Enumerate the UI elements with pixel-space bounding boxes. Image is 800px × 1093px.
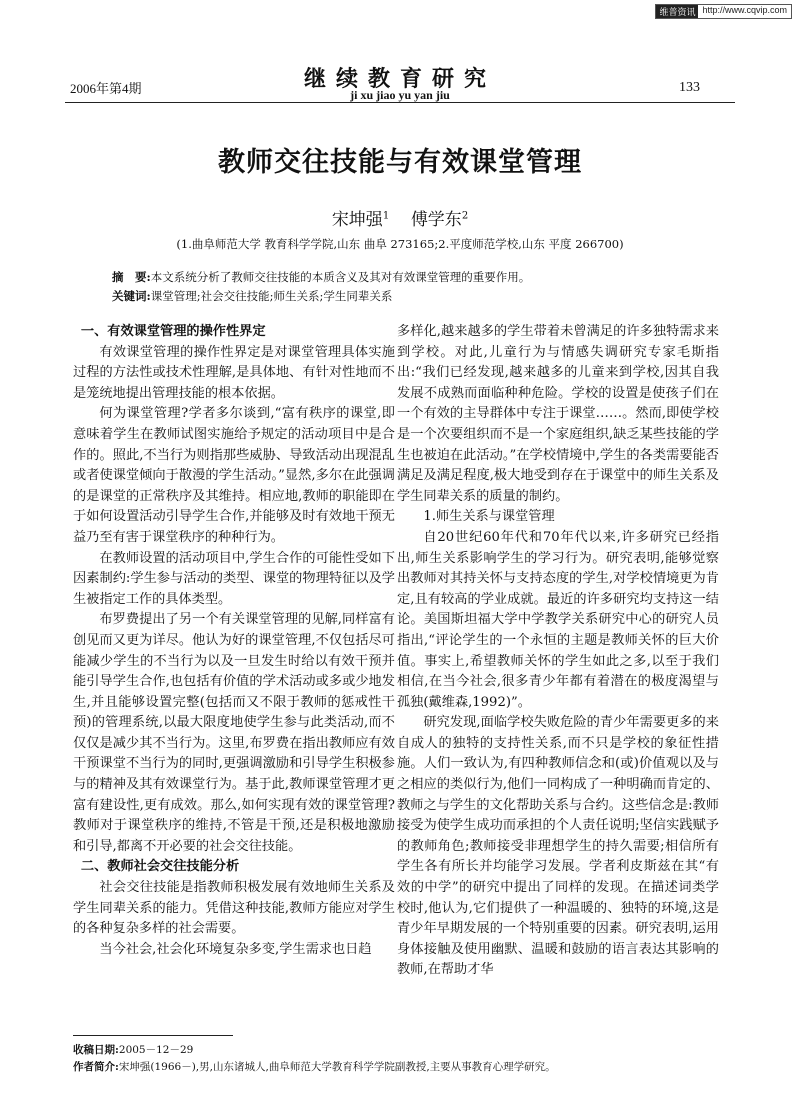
header-rule [65, 102, 735, 103]
paragraph: 有效课堂管理的操作性界定是对课堂管理具体实施过程的方法性或技术性理解,是具体地、有针对性地而不是笼统地提出管理技能的根本依据。 [73, 344, 395, 401]
left-column [73, 322, 395, 960]
authors-line [0, 205, 800, 230]
received-label: 收稿日期: [73, 1044, 119, 1056]
watermark-url[interactable]: http://www.cqvip.com [702, 5, 787, 15]
paragraph: 研究发现,面临学校失败危险的青少年需要更多的来自成人的独特的支持性关系,而不只是学校的象征性措施。人们一致认为,有四种教师信念和(或)价值观以及与之相应的类似行为,他们一同构成了一种明确而肯定的、教师之与学生的文化帮助关系与合约。这些信念是:教师接受为使学生成功而承担的个人责任说明;坚信实践赋予的教师角色;教师接受非理想学生的持久需要;相信所有学生各有所长并均能学习发展。学者利皮斯兹在其“有效的中学”的研究中提出了同样的发现。在描述词类学校时,他认为,它们提供了一种温暖的、独特的环境,这是青少年早期发展的一个特别重要的因素。研究表明,运用身体接触及使用幽默、温暖和鼓励的语言表达其影响的教师,在帮助才华 [397, 715, 719, 978]
footnotes [73, 1042, 556, 1076]
author-2: 傅学东 [410, 210, 462, 230]
author-1-sup: 1 [382, 210, 390, 222]
watermark-label: 维普资讯 [656, 5, 698, 18]
page-header [0, 0, 800, 110]
bio-line [73, 1059, 556, 1076]
author-1: 宋坤强 [331, 210, 383, 230]
paragraph: 自20世纪60年代和70年代以来,许多研究已经指出,师生关系影响学生的学习行为。研究表明,能够觉察出教师对其持关怀与支持态度的学生,对学校情境更为肯定,且有较高的学业成就。最近的许多研究均支持这一结论。美国斯坦福大学中学教学关系研究中心的研究人员指出,“评论学生的一个永恒的主题是教师关怀的巨大价值。事实上,希望教师关怀的学生如此之多,以至于我们相信,在当今社会,很多青少年都有着潜在的极度渴望与孤独(戴维森,1992)”。 [397, 529, 719, 710]
affiliation: (1.曲阜师范大学 教育科学学院,山东 曲阜 273165;2.平度师范学校,山东 平度 266700) [176, 237, 624, 251]
keywords-text: 课堂管理;社会交往技能;师生关系;学生同辈关系 [150, 289, 393, 303]
paragraph: 多样化,越来越多的学生带着未曾满足的许多独特需求来到学校。对此,儿童行为与情感失调研究专家毛斯指出:“我们已经发现,越来越多的儿童来到学校,因其自我发展不成熟而面临种种危险。学校的设置是使孩子们在一个有效的主导群体中专注于课堂……。然而,即使学校是一个次要组织而不是一个家庭组织,缺乏某些技能的学生也被迫在此活动。”在学校情境中,学生的各类需要能否满足及满足程度,极大地受到存在于课堂中的师生关系及学生同辈关系的质量的制约。 [397, 324, 719, 504]
paragraph: 何为课堂管理?学者多尔谈到,“富有秩序的课堂,即意味着学生在教师试图实施给予规定的活动项目中是合作的。照此,不当行为则指那些威胁、导致活动出现混乱或者使课堂倾向于散漫的学生活动。”显然,多尔在此强调的是课堂的正常秩序及其维持。相应地,教师的职能即在于如何设置活动引导学生合作,并能够及时有效地干预无益乃至有害于课堂秩序的种种行为。 [73, 406, 395, 545]
paragraph: 当今社会,社会化环境复杂多变,学生需求也日趋 [99, 941, 372, 957]
footnote-rule [73, 1035, 233, 1036]
journal-title: 继续教育研究 [303, 66, 496, 92]
page-number: 133 [679, 80, 700, 95]
bio-label: 作者简介: [73, 1061, 119, 1073]
journal-pinyin: ji xu jiao yu yan jiu [350, 88, 450, 102]
received-date: 2005－12－29 [118, 1044, 194, 1056]
received-line [73, 1042, 556, 1059]
subsection-heading-1: 1.师生关系与课堂管理 [423, 509, 555, 525]
section-heading-1: 一、有效课堂管理的操作性界定 [80, 324, 266, 339]
abstract-label: 摘 要: [112, 270, 151, 284]
abstract-block [112, 268, 712, 306]
paragraph: 在教师设置的活动项目中,学生合作的可能性受如下因素制约:学生参与活动的类型、课堂的物理特征以及学生被指定工作的具体类型。 [73, 550, 395, 607]
bio-text: 宋坤强(1966－),男,山东诸城人,曲阜师范大学教育科学学院副教授,主要从事教育心理学研究。 [118, 1061, 556, 1073]
paragraph: 社会交往技能是指教师积极发展有效地师生关系及学生同辈关系的能力。凭借这种技能,教师方能应对学生的各种复杂多样的社会需要。 [73, 880, 395, 937]
section-heading-2: 二、教师社会交往技能分析 [80, 859, 240, 875]
right-column [397, 322, 719, 981]
article-title: 教师交往技能与有效课堂管理 [218, 147, 582, 178]
author-2-sup: 2 [461, 210, 469, 222]
paragraph: 布罗费提出了另一个有关课堂管理的见解,同样富有创见而又更为详尽。他认为好的课堂管理,不仅包括尽可能减少学生的不当行为以及一旦发生时给以有效干预并能引导学生合作,也包括有价值的学术活动或多或少地发生,并且能够设置完整(包括而又不限于教师的惩戒性干预)的管理系统,以最大限度地使学生参与此类活动,而不仅仅是减少其不当行为。这里,布罗费在指出教师应有效干预课堂不当行为的同时,更强调激励和引导学生积极参与的精神及其有效课堂行为。基于此,教师课堂管理才更富有建设性,更有成效。那么,如何实现有效的课堂管理?教师对于课堂秩序的维持,不管是干预,还是积极地激励和引导,都离不开必要的社会交往技能。 [73, 612, 395, 854]
keywords-label: 关键词: [112, 289, 151, 303]
keywords-line [112, 287, 712, 306]
issue-label: 2006年第4期 [70, 81, 142, 96]
abstract-text: 本文系统分析了教师交往技能的本质含义及其对有效课堂管理的重要作用。 [150, 270, 531, 284]
abstract-line [112, 268, 712, 287]
